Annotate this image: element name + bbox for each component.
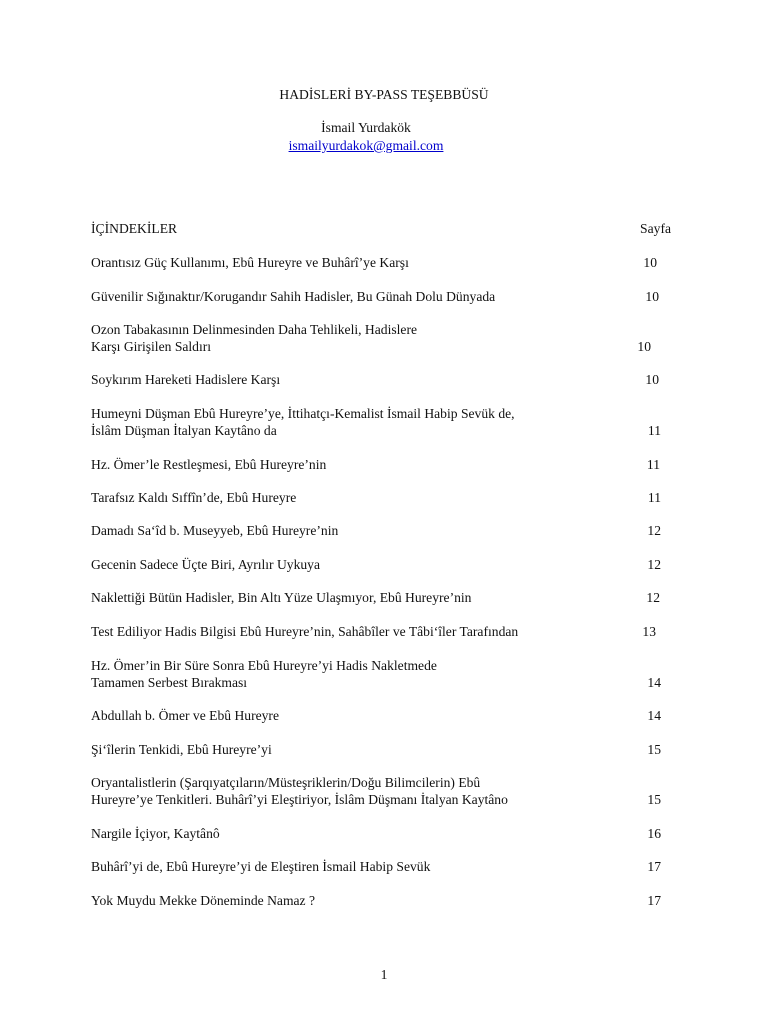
toc-entry-page-number: 14 [647,708,661,723]
toc-entry-page-number: 14 [647,675,661,690]
toc-entry [91,741,661,758]
author-name: İsmail Yurdakök [321,120,411,135]
toc-entry-title: Tarafsız Kaldı Sıffîn’de, Ebû Hureyre [91,490,297,505]
toc-entry-title-continued: Tamamen Serbest Bırakması [91,675,248,690]
toc-entry-title: Abdullah b. Ömer ve Ebû Hureyre [91,708,279,723]
toc-entry-page-number: 12 [646,590,660,605]
toc-entry [91,892,661,909]
document-title: HADİSLERİ BY-PASS TEŞEBBÜSÜ [279,87,489,102]
toc-header [91,220,671,237]
toc-entry-page-number: 12 [647,523,661,538]
toc-entry-page-number: 11 [647,423,661,438]
toc-entry-title: Yok Muydu Mekke Döneminde Namaz ? [91,893,316,908]
toc-entry [91,707,661,724]
toc-entry-title-continued: İslâm Düşman İtalyan Kaytâno da [91,423,277,438]
toc-entry [91,589,661,606]
toc-entry-page-number: 15 [647,742,661,757]
toc-entry-title: Hz. Ömer’in Bir Süre Sonra Ebû Hureyre’yi Hadis Nakletmede [91,658,437,673]
toc-entry-title: Gecenin Sadece Üçte Biri, Ayrılır Uykuya [91,557,321,572]
toc-entry-page-number: 10 [637,339,651,354]
toc-entry [91,556,661,573]
toc-entry-title-continued: Karşı Girişilen Saldırı [91,339,212,354]
toc-entry-page-number: 16 [647,826,661,841]
toc-entry-page-number: 12 [647,557,661,572]
toc-entry-page-number: 15 [647,792,661,807]
toc-entry-title: Ozon Tabakasının Delinmesinden Daha Tehlikeli, Hadislere [91,322,418,337]
toc-entry [91,456,661,473]
toc-entry-page-number: 11 [646,457,660,472]
toc-entry [91,254,661,271]
toc-entry-page-number: 11 [647,490,661,505]
toc-entry-title: Oryantalistlerin (Şarqıyatçıların/Müsteşriklerin/Doğu Bilimcilerin) Ebû [91,775,481,790]
author-email-link[interactable]: ismailyurdakok@gmail.com [288,138,444,153]
toc-entry-title: Test Ediliyor Hadis Bilgisi Ebû Hureyre’nin, Sahâbîler ve Tâbi‘îler Tarafından [91,624,519,639]
toc-title: İÇİNDEKİLER [91,221,178,236]
toc-entry [91,825,661,842]
toc-entry-page-number: 10 [643,255,657,270]
toc-entry-title: Şi‘îlerin Tenkidi, Ebû Hureyre’yi [91,742,272,757]
toc-entry [91,623,661,640]
toc-entry-title: Güvenilir Sığınaktır/Korugandır Sahih Hadisler, Bu Günah Dolu Dünyada [91,289,496,304]
toc-entry-title: Nargile İçiyor, Kaytânô [91,826,220,841]
toc-entry-title: Hz. Ömer’le Restleşmesi, Ebû Hureyre’nin [91,457,327,472]
toc-entry [91,405,661,439]
author-email [0,137,732,154]
toc-entry-page-number: 13 [642,624,656,639]
toc-entry-page-number: 17 [647,859,661,874]
toc-entry [91,774,661,808]
toc-entry-title: Humeyni Düşman Ebû Hureyre’ye, İttihatçı-Kemalist İsmail Habip Sevük de, [91,406,515,421]
toc-entry [91,321,661,355]
toc-entry-page-number: 10 [645,372,659,387]
toc-entry [91,288,661,305]
toc-entry [91,371,661,388]
toc-entry [91,522,661,539]
toc-entry-page-number: 10 [645,289,659,304]
toc-entry-title-continued: Hureyre’ye Tenkitleri. Buhârî’yi Eleştiriyor, İslâm Düşmanı İtalyan Kaytâno [91,792,508,807]
toc-entry-page-number: 17 [647,893,661,908]
toc-entry [91,858,661,875]
toc-entry [91,657,661,691]
toc-entry-title: Orantısız Güç Kullanımı, Ebû Hureyre ve Buhârî’ye Karşı [91,255,409,270]
toc-entry [91,489,661,506]
toc-entry-title: Naklettiği Bütün Hadisler, Bin Altı Yüze Ulaşmıyor, Ebû Hureyre’nin [91,590,472,605]
toc-entry-title: Buhârî’yi de, Ebû Hureyre’yi de Eleştiren İsmail Habip Sevük [91,859,431,874]
page-number: 1 [380,967,388,982]
toc-entry-title: Soykırım Hareketi Hadislere Karşı [91,372,281,387]
toc-page-column-label: Sayfa [640,221,671,236]
toc-entry-title: Damadı Sa‘îd b. Museyyeb, Ebû Hureyre’nin [91,523,339,538]
